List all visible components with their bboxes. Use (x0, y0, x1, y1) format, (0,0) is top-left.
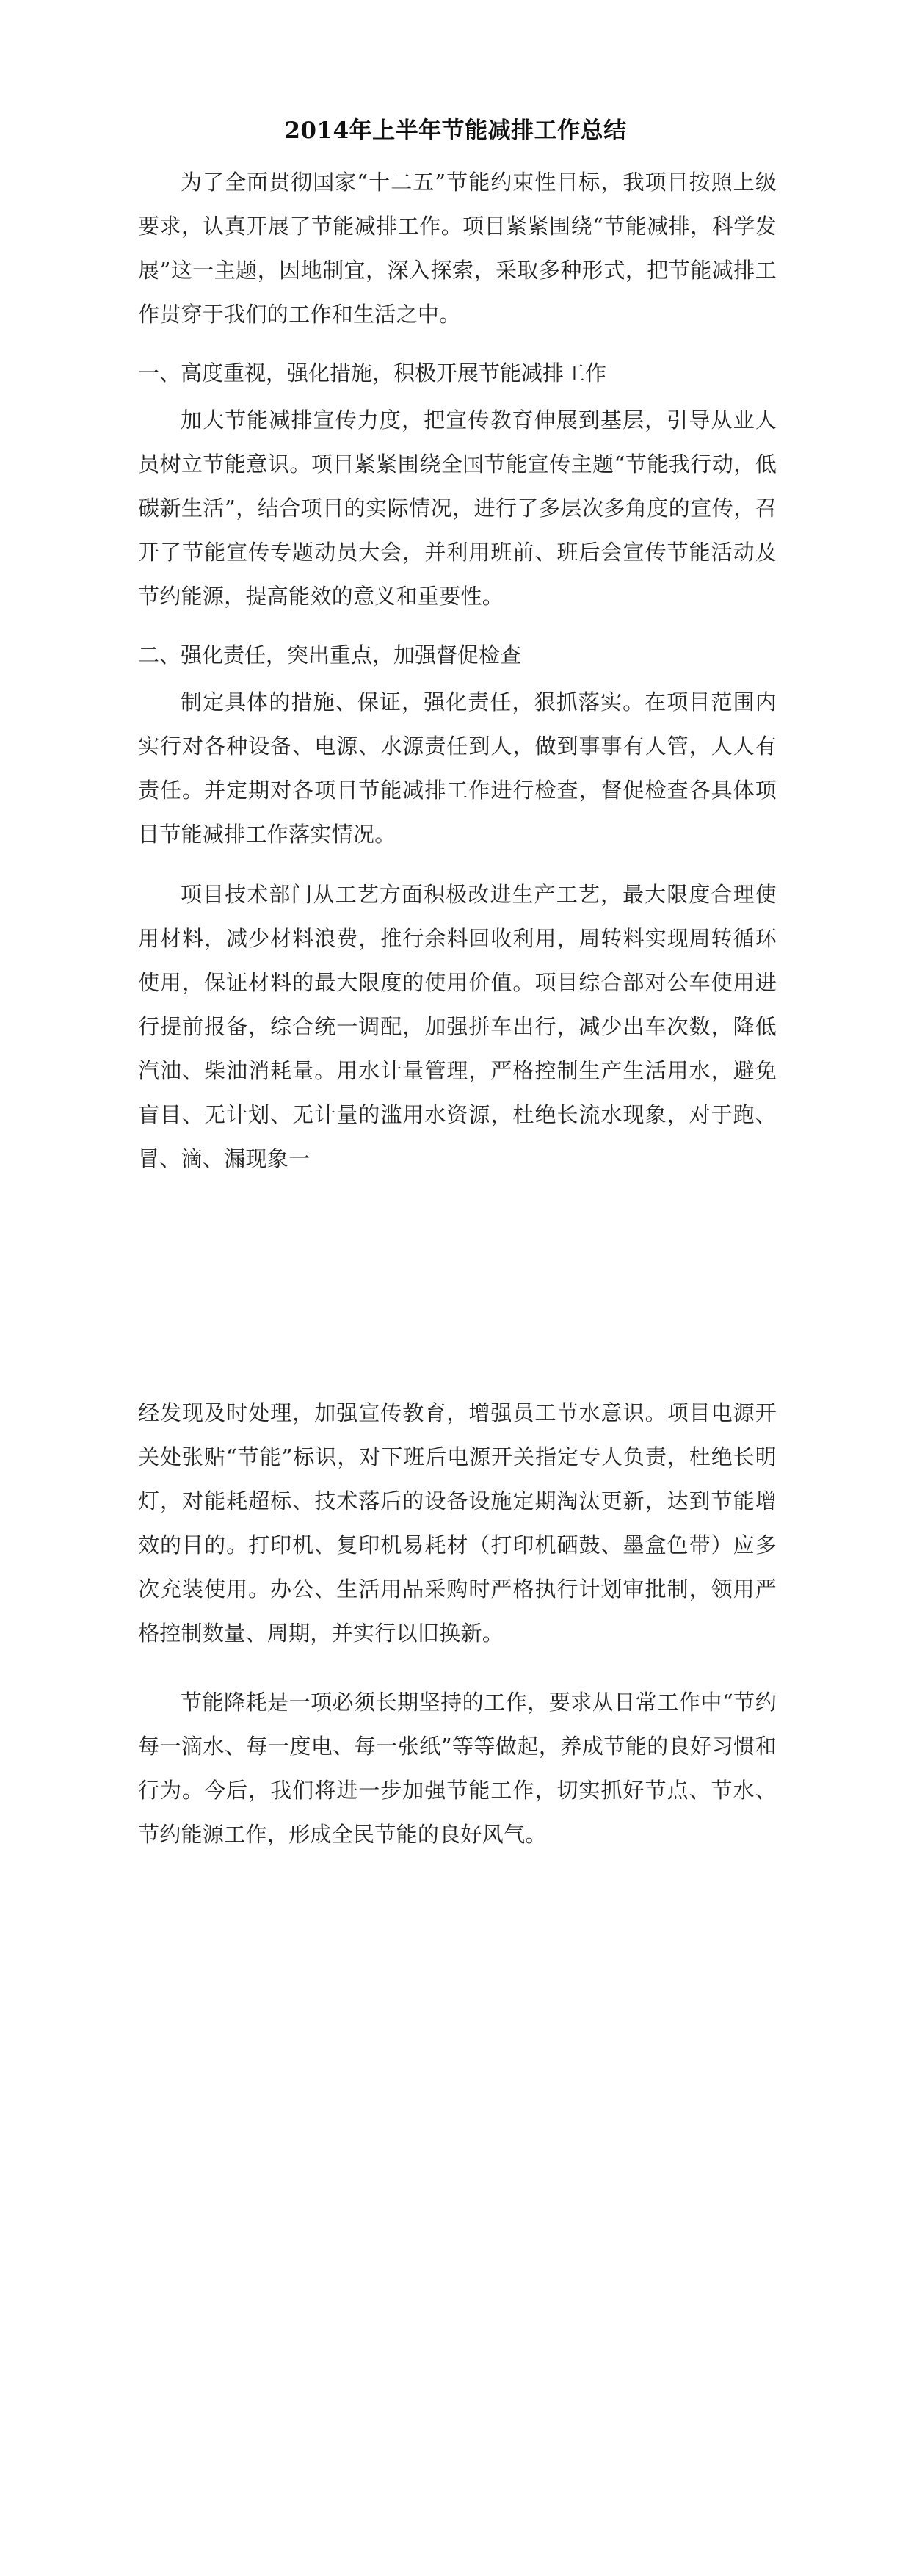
section-2-paragraph-2-continued: 经发现及时处理，加强宣传教育，增强员工节水意识。项目电源开关处张贴“节能”标识，对下班后电源开关指定专人负责，杜绝长明灯，对能耗超标、技术落后的设备设施定期淘汰更新，达到节能增效的目的。打印机、复印机易耗材（打印机硒鼓、墨盒色带）应多次充装使用。办公、生活用品采购时严格执行计划审批制，领用严格控制数量、周期，并实行以旧换新。 (138, 1400, 777, 1646)
section-2-heading: 二、强化责任，突出重点，加强督促检查 (138, 643, 522, 667)
closing-paragraph: 节能降耗是一项必须长期坚持的工作，要求从日常工作中“节约每一滴水、每一度电、每一张纸”等等做起，养成节能的良好习惯和行为。今后，我们将进一步加强节能工作，切实抓好节点、节水、节约能源工作，形成全民节能的良好风气。 (138, 1690, 777, 1847)
section-1-paragraph: 加大节能减排宣传力度，把宣传教育伸展到基层，引导从业人员树立节能意识。项目紧紧围绕全国节能宣传主题“节能我行动，低碳新生活”，结合项目的实际情况，进行了多层次多角度的宣传，召开了节能宣传专题动员大会，并利用班前、班后会宣传节能活动及节约能源，提高能效的意义和重要性。 (138, 408, 777, 609)
section-2-paragraph-1: 制定具体的措施、保证，强化责任，狠抓落实。在项目范围内实行对各种设备、电源、水源责任到人，做到事事有人管，人人有责任。并定期对各项目节能减排工作进行检查，督促检查各具体项目节能减排工作落实情况。 (138, 690, 777, 847)
section-2-paragraph-2-start: 项目技术部门从工艺方面积极改进生产工艺，最大限度合理使用材料，减少材料浪费，推行余料回收利用，周转料实现周转循环使用，保证材料的最大限度的使用价值。项目综合部对公车使用进行提前报备，综合统一调配，加强拼车出行，减少出车次数，降低汽油、柴油消耗量。用水计量管理，严格控制生产生活用水，避免盲目、无计划、无计量的滥用水资源，杜绝长流水现象，对于跑、冒、滴、漏现象一 (138, 882, 777, 1171)
section-1-heading: 一、高度重视，强化措施，积极开展节能减排工作 (138, 361, 607, 386)
intro-paragraph: 为了全面贯彻国家“十二五”节能约束性目标，我项目按照上级要求，认真开展了节能减排工作。项目紧紧围绕“节能减排，科学发展”这一主题，因地制宜，深入探索，采取多种形式，把节能减排工作贯穿于我们的工作和生活之中。 (138, 170, 777, 327)
document-title: 2014年上半年节能减排工作总结 (284, 117, 627, 144)
